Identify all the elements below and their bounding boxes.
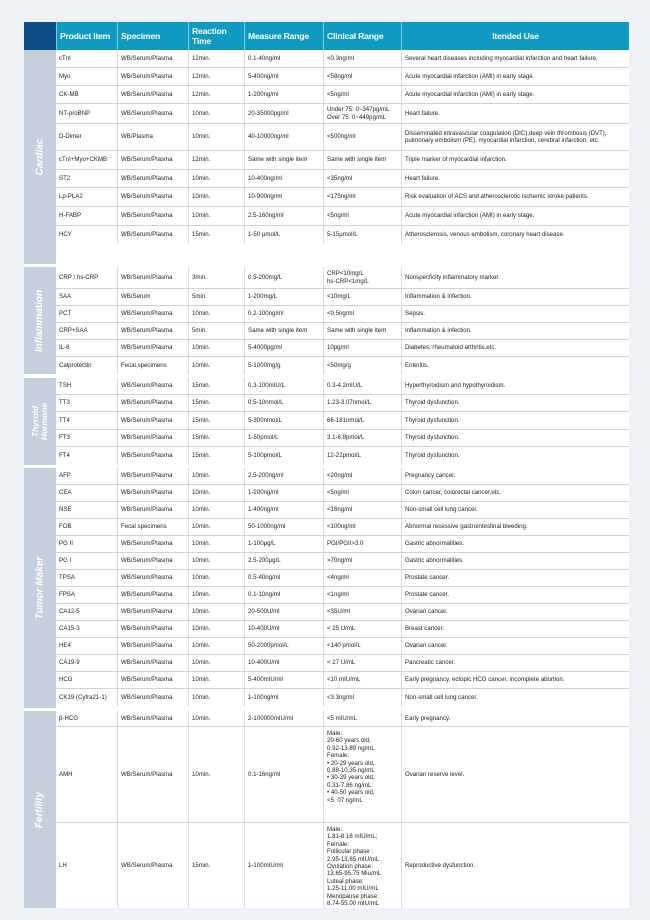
cell-measure-range: 2.5-200μg/L [244, 553, 323, 569]
cell-specimen: WB/Serum/Plasma [117, 638, 188, 654]
cell-intended-use: Acute myocardial infarction (AMI) in early stage. [401, 68, 629, 85]
cell-measure-range: 2-100000mIU/ml [244, 711, 323, 726]
table-row [56, 536, 629, 553]
cell-clinical-range: <5ng/ml [323, 485, 401, 501]
cell-specimen: WB/Serum/Plasma [117, 485, 188, 501]
cell-specimen: WB/Serum/Plasma [117, 536, 188, 552]
cell-product-item: FOB [59, 523, 72, 531]
cell-specimen: WB/Serum/Plasma [117, 604, 188, 620]
table-row [56, 655, 629, 672]
cell-measure-range: 1-100mIU/ml [244, 823, 323, 908]
cell-clinical-range: <5ng/ml [323, 207, 401, 225]
cell-reaction-time: 10min. [188, 727, 244, 822]
cell-intended-use: Early pregnancy, ectopic HCG cancer, incomplete abortion. [401, 672, 629, 688]
cell-intended-use: Pancreatic cancer. [401, 655, 629, 671]
table-row [56, 188, 629, 207]
cell-clinical-range: <4ng/ml [323, 570, 401, 586]
cell-specimen: WB/Serum/Plasma [117, 68, 188, 85]
cell-clinical-range: Same with single item [323, 151, 401, 169]
cell-specimen: WB/Serum/Plasma [117, 50, 188, 67]
cell-measure-range: 5-300nmol/L [244, 412, 323, 429]
cell-product-item: LH [59, 861, 67, 869]
cell-clinical-range: <58ng/ml [323, 68, 401, 85]
cell-measure-range: 50-2000pmol/L [244, 638, 323, 654]
cell-reaction-time: 3min. [188, 267, 244, 288]
cell-measure-range: 1-50pmol/L [244, 430, 323, 446]
table-row [56, 207, 629, 226]
table-row [56, 447, 629, 465]
table-row [56, 604, 629, 621]
group-inflammation [24, 267, 629, 374]
cell-reaction-time: 12min. [188, 151, 244, 169]
table-row [56, 86, 629, 104]
cell-clinical-range: <5ng/ml [323, 86, 401, 103]
category-band-thyroid-hormone [24, 378, 56, 465]
cell-clinical-range: PGI/PGII>3.0 [323, 536, 401, 552]
cell-specimen: WB/Serum/Plasma [117, 430, 188, 446]
cell-product-item: ST2 [59, 174, 71, 182]
cell-intended-use: Triple marker of myocardial infarction. [401, 151, 629, 169]
table-row [56, 570, 629, 587]
cell-reaction-time: 12min. [188, 68, 244, 85]
table-row [56, 823, 629, 908]
cell-reaction-time: 10min. [188, 536, 244, 552]
cell-specimen: WB/Serum/Plasma [117, 689, 188, 707]
cell-product-item: TPSA [59, 574, 75, 582]
cell-clinical-range: <35ng/ml [323, 170, 401, 187]
cell-reaction-time: 12min. [188, 86, 244, 103]
cell-reaction-time: 10min. [188, 604, 244, 620]
cell-clinical-range: <0.3ng/ml [323, 50, 401, 67]
cell-measure-range: 1-200ng/ml [244, 485, 323, 501]
cell-product-item: TT3 [59, 399, 70, 407]
cell-reaction-time: 10min. [188, 553, 244, 569]
cell-specimen: WB/Serum/Plasma [117, 502, 188, 518]
cell-product-item: Myo [59, 72, 71, 80]
table-row [56, 395, 629, 412]
cell-intended-use: Gastric abnormalities. [401, 536, 629, 552]
cell-measure-range: 10-900ng/ml [244, 188, 323, 206]
cell-clinical-range: < 25 U/mL [323, 621, 401, 637]
cell-intended-use: Heart failure. [401, 104, 629, 123]
cell-intended-use: Thyroid dysfunction. [401, 412, 629, 429]
table-row [56, 170, 629, 188]
cell-clinical-range: <100ng/ml [323, 519, 401, 535]
cell-intended-use: Abnormal recessive gastrointestinal bleeding. [401, 519, 629, 535]
cell-specimen: WB/Serum/Plasma [117, 395, 188, 411]
cell-specimen: WB/Serum/Plasma [117, 323, 188, 339]
category-band-tumor-maker [24, 468, 56, 708]
header-specimen: Specimen [117, 22, 188, 50]
table-row [56, 553, 629, 570]
cell-intended-use: Disseminated intravascular coagulation (DIC),deep vein thrombosis (DVT), pulmonary embolism (PE), myocardial infarction, cerebral infarction, etc. [401, 124, 629, 150]
cell-product-item: TT4 [59, 416, 70, 424]
cell-product-item: Lp-PLA2 [59, 193, 83, 201]
table-row [56, 267, 629, 289]
cell-reaction-time: 15min. [188, 412, 244, 429]
cell-measure-range: 5-400ng/ml [244, 68, 323, 85]
cell-measure-range: 1-100μg/L [244, 536, 323, 552]
group-tumor-maker [24, 468, 629, 708]
cell-intended-use: Reproductive dysfunction. [401, 823, 629, 908]
cell-reaction-time: 5min. [188, 323, 244, 339]
cell-measure-range: 1-100ng/ml [244, 689, 323, 707]
cell-specimen: WB/Serum/Plasma [117, 468, 188, 484]
category-label: Cardiac [34, 138, 45, 176]
cell-intended-use: Several heart diseases including myocardial infarction and heart failure. [401, 50, 629, 67]
cell-product-item: CA15-3 [59, 625, 80, 633]
cell-measure-range: 0.1-40ng/ml [244, 50, 323, 67]
category-band-fertility [24, 711, 56, 908]
cell-intended-use: Colon cancer, colorectal cancer,etc. [401, 485, 629, 501]
cell-specimen: WB/Serum/Plasma [117, 711, 188, 726]
table-header [24, 22, 629, 50]
category-label: Thyroid Hormone [30, 402, 49, 441]
cell-product-item: CK19 (Cyfra21-1) [59, 694, 107, 702]
cell-intended-use: Thyroid dysfunction. [401, 395, 629, 411]
cell-measure-range: 2.5-160ng/ml [244, 207, 323, 225]
cell-measure-range: 0.5-200mg/L [244, 267, 323, 288]
cell-clinical-range: 1.23-3.07nmol/L [323, 395, 401, 411]
cell-intended-use: Gastric abnormalities. [401, 553, 629, 569]
cell-intended-use: Pregnancy cancer. [401, 468, 629, 484]
group-cardiac [24, 50, 629, 264]
table-row [56, 289, 629, 306]
cell-specimen: WB/Serum/Plasma [117, 188, 188, 206]
cell-measure-range: 10-400ng/ml [244, 170, 323, 187]
cell-clinical-range: <3.3ng/ml [323, 689, 401, 707]
cell-intended-use: Sepsis. [401, 306, 629, 322]
cell-reaction-time: 10min. [188, 188, 244, 206]
cell-product-item: PCT [59, 310, 72, 318]
cell-specimen: WB/Serum/Plasma [117, 151, 188, 169]
cell-measure-range: 1-400ng/ml [244, 502, 323, 518]
cell-specimen: WB/Serum/Plasma [117, 823, 188, 908]
cell-specimen: WB/Serum/Plasma [117, 672, 188, 688]
category-label: Fertility [34, 791, 45, 828]
header-reaction-time: Reaction Time [188, 22, 244, 50]
cell-product-item: FT3 [59, 434, 70, 442]
category-label: Tumor Maker [34, 556, 45, 620]
cell-intended-use: Ovarian reserve level. [401, 727, 629, 822]
cell-reaction-time: 15min. [188, 226, 244, 244]
table-row [56, 50, 629, 68]
cell-specimen: WB/Serum/Plasma [117, 447, 188, 465]
cell-clinical-range: 12-22pmol/L [323, 447, 401, 465]
cell-intended-use: Hyperthyroidism and hypothyroidism. [401, 378, 629, 394]
table-row [56, 226, 629, 244]
cell-clinical-range: <500ng/ml [323, 124, 401, 150]
cell-reaction-time: 10min. [188, 485, 244, 501]
cell-clinical-range: <1ng/ml [323, 587, 401, 603]
cell-specimen: WB/Serum [117, 289, 188, 305]
table-row [56, 502, 629, 519]
cell-product-item: FT4 [59, 452, 70, 460]
cell-product-item: IL-6 [59, 344, 70, 352]
cell-product-item: CK-MB [59, 90, 79, 98]
cell-clinical-range: <35U/ml [323, 604, 401, 620]
cell-clinical-range: Same with single item [323, 323, 401, 339]
table-row [56, 378, 629, 395]
cell-specimen: WB/Plasma [117, 124, 188, 150]
cell-specimen: WB/Serum/Plasma [117, 412, 188, 429]
cell-clinical-range: >70ng/ml [323, 553, 401, 569]
cell-clinical-range: Male: 20-60 years old, 0.92-13.89 ng/mL Female: • 20-29 years old, 0.88-10.35 ng/mL • 30-39 years old, 0.31-7.86 ng/mL • 40-50 years old, <5. 07 ng/mL [323, 727, 401, 822]
cell-intended-use: Nonspecficity inflammatory marker. [401, 267, 629, 288]
cell-reaction-time: 10min. [188, 468, 244, 484]
cell-reaction-time: 10min. [188, 570, 244, 586]
cell-measure-range: Same with single item [244, 151, 323, 169]
header-intended-use: Itended Use [401, 22, 629, 50]
header-corner [24, 22, 56, 50]
cell-reaction-time: 10min. [188, 621, 244, 637]
cell-measure-range: 5-4000pg/ml [244, 340, 323, 356]
cell-reaction-time: 10min. [188, 689, 244, 707]
cell-intended-use: Inflammation & infection. [401, 289, 629, 305]
cell-reaction-time: 10min. [188, 655, 244, 671]
cell-intended-use: Thyroid dysfunction. [401, 430, 629, 446]
cell-intended-use: Acute myocardial infarction (AMI) in early stage. [401, 86, 629, 103]
header-clinical-range: Clinical Range [323, 22, 401, 50]
cell-measure-range: 0.1-10ng/ml [244, 587, 323, 603]
cell-measure-range: 20-500U/ml [244, 604, 323, 620]
cell-product-item: Calprotectin [59, 361, 92, 369]
header-product-item: Product item [56, 22, 117, 50]
cell-reaction-time: 5min. [188, 289, 244, 305]
product-table [24, 22, 629, 908]
table-row [56, 151, 629, 170]
cell-measure-range: 10-400U/ml [244, 655, 323, 671]
cell-reaction-time: 10min. [188, 306, 244, 322]
cell-product-item: β-HCG [59, 714, 79, 722]
cell-clinical-range: <10mg/L [323, 289, 401, 305]
cell-measure-range: 10-400U/ml [244, 621, 323, 637]
cell-intended-use: Heart failure. [401, 170, 629, 187]
cell-measure-range: 5-100pmol/L [244, 447, 323, 465]
table-row [56, 638, 629, 655]
cell-reaction-time: 15min. [188, 430, 244, 446]
cell-product-item: CRP / hs-CRP [59, 273, 99, 281]
cell-clinical-range: <140 pmol/L [323, 638, 401, 654]
cell-measure-range: 1-200mg/L [244, 289, 323, 305]
cell-measure-range: 20-35000pg/ml [244, 104, 323, 123]
cell-specimen: WB/Serum/Plasma [117, 86, 188, 103]
cell-reaction-time: 10min. [188, 124, 244, 150]
cell-clinical-range: <16ng/ml [323, 502, 401, 518]
cell-product-item: FPSA [59, 591, 75, 599]
table-row [56, 104, 629, 124]
cell-measure-range: 5-400mIU/ml [244, 672, 323, 688]
table-row [56, 587, 629, 604]
cell-product-item: CRP+SAA [59, 327, 88, 335]
cell-specimen: WB/Serum/Plasma [117, 104, 188, 123]
table-row [56, 306, 629, 323]
cell-measure-range: 2.5-200ng/ml [244, 468, 323, 484]
cell-specimen: WB/Serum/Plasma [117, 553, 188, 569]
table-row [56, 124, 629, 151]
cell-clinical-range: 3.1-6.8pmol/L [323, 430, 401, 446]
cell-clinical-range: 10pg/ml [323, 340, 401, 356]
cell-reaction-time: 10min. [188, 711, 244, 726]
table-row [56, 68, 629, 86]
cell-clinical-range: 66-181nmol/L [323, 412, 401, 429]
cell-intended-use: Diabetes, rheumatoid arthritis,etc. [401, 340, 629, 356]
cell-clinical-range: 5-15μmol/L [323, 226, 401, 244]
table-row [56, 621, 629, 638]
cell-product-item: D-Dimer [59, 133, 82, 141]
cell-product-item: CA19-9 [59, 659, 80, 667]
cell-specimen: WB/Serum/Plasma [117, 340, 188, 356]
cell-product-item: PG I [59, 557, 72, 565]
cell-specimen: WB/Serum/Plasma [117, 207, 188, 225]
cell-product-item: PG II [59, 540, 73, 548]
cell-intended-use: Prostate cancer. [401, 587, 629, 603]
cell-measure-range: Same with single item [244, 323, 323, 339]
category-band-cardiac [24, 50, 56, 264]
table-row [56, 430, 629, 447]
cell-specimen: Fecal specimens [117, 357, 188, 374]
cell-measure-range: 50-1000ng/ml [244, 519, 323, 535]
cell-reaction-time: 15min. [188, 395, 244, 411]
cell-product-item: NT-proBNP [59, 109, 91, 117]
cell-product-item: NSE [59, 506, 72, 514]
cell-intended-use: Acute myocardial infarction (AMI) in early stage. [401, 207, 629, 225]
table-row [56, 711, 629, 727]
cell-clinical-range: Male: 1.81-8.16 mIU/mL; Female: Follicular phase : 2.95-13.65 mIU/mL Ovulation phase: 13.65-95.75 Miu/mL Luteal phase: 1.25-11.00 mIU/mL Menopause phase: 8.74-55.00 mIU/mL [323, 823, 401, 908]
table-row [56, 672, 629, 689]
cell-specimen: WB/Serum/Plasma [117, 267, 188, 288]
cell-measure-range: 0.3-100mIU/L [244, 378, 323, 394]
cell-clinical-range: <0.5ng/ml [323, 306, 401, 322]
cell-product-item: HCY [59, 231, 72, 239]
cell-reaction-time: 10min. [188, 357, 244, 374]
cell-product-item: SAA [59, 293, 72, 301]
table-row [56, 468, 629, 485]
cell-specimen: WB/Serum/Plasma [117, 570, 188, 586]
table-row [56, 727, 629, 823]
cell-reaction-time: 10min. [188, 672, 244, 688]
header-measure-range: Measure Range [244, 22, 323, 50]
cell-intended-use: Prostate cancer. [401, 570, 629, 586]
cell-intended-use: Inflammation & infection. [401, 323, 629, 339]
cell-intended-use: Ovarian cancer. [401, 604, 629, 620]
cell-specimen: WB/Serum/Plasma [117, 226, 188, 244]
cell-reaction-time: 10min. [188, 104, 244, 123]
cell-reaction-time: 15min. [188, 378, 244, 394]
cell-clinical-range: CRP<10mg/L hs-CRP<1mg/L [323, 267, 401, 288]
cell-measure-range: 0.5-10nmol/L [244, 395, 323, 411]
cell-reaction-time: 10min. [188, 502, 244, 518]
cell-intended-use: Breast cancer. [401, 621, 629, 637]
table-row [56, 357, 629, 374]
cell-measure-range: 5-1000mg/g [244, 357, 323, 374]
category-label: Inflammation [34, 289, 46, 352]
cell-product-item: CA12-5 [59, 608, 80, 616]
cell-specimen: WB/Serum/Plasma [117, 170, 188, 187]
cell-specimen: WB/Serum/Plasma [117, 655, 188, 671]
table-row [56, 689, 629, 707]
cell-product-item: cTnI+Myo+CKMB [59, 156, 108, 164]
cell-measure-range: 0.1-16ng/ml [244, 727, 323, 822]
cell-measure-range: 1-200ng/ml [244, 86, 323, 103]
cell-clinical-range: 0.3-4.2mIU/L [323, 378, 401, 394]
cell-clinical-range: <5 mIU/mL [323, 711, 401, 726]
cell-intended-use: Risk evaluation of ACS and atherosclerotic ischemic stroke patients. [401, 188, 629, 206]
cell-reaction-time: 10min. [188, 340, 244, 356]
table-row [56, 340, 629, 357]
cell-reaction-time: 10min. [188, 587, 244, 603]
cell-clinical-range: <175ng/ml [323, 188, 401, 206]
cell-specimen: WB/Serum/Plasma [117, 621, 188, 637]
group-thyroid-hormone [24, 378, 629, 465]
cell-product-item: cTnI [59, 54, 71, 62]
cell-clinical-range: <20ng/ml [323, 468, 401, 484]
cell-specimen: WB/Serum/Plasma [117, 378, 188, 394]
cell-measure-range: 40-10000ng/ml [244, 124, 323, 150]
cell-reaction-time: 10min. [188, 638, 244, 654]
cell-product-item: AFP [59, 472, 71, 480]
cell-intended-use: Early pregnancy. [401, 711, 629, 726]
cell-specimen: WB/Serum/Plasma [117, 306, 188, 322]
cell-measure-range: 0.5-40ng/ml [244, 570, 323, 586]
table-row [56, 519, 629, 536]
cell-reaction-time: 15min. [188, 447, 244, 465]
cell-reaction-time: 10min. [188, 207, 244, 225]
cell-specimen: WB/Serum/Plasma [117, 727, 188, 822]
group-fertility [24, 711, 629, 908]
cell-clinical-range: <50mg/g [323, 357, 401, 374]
cell-product-item: HCG [59, 676, 73, 684]
cell-clinical-range: <10 mIU/mL [323, 672, 401, 688]
cell-clinical-range: Under 75: 0~347pg/mL Over 75: 0~449pg/mL [323, 104, 401, 123]
cell-reaction-time: 10min. [188, 519, 244, 535]
cell-reaction-time: 12min. [188, 50, 244, 67]
cell-specimen: Fecal specimens [117, 519, 188, 535]
cell-measure-range: 0.2-100ng/ml [244, 306, 323, 322]
category-band-inflammation [24, 267, 56, 374]
cell-product-item: HE4 [59, 642, 71, 650]
cell-intended-use: Enteritis. [401, 357, 629, 374]
cell-reaction-time: 15min. [188, 823, 244, 908]
cell-intended-use: Thyroid dysfunction. [401, 447, 629, 465]
table-row [56, 485, 629, 502]
cell-specimen: WB/Serum/Plasma [117, 587, 188, 603]
cell-product-item: AMH [59, 770, 73, 778]
table-row [56, 323, 629, 340]
cell-product-item: H-FABP [59, 212, 82, 220]
cell-intended-use: Ovarian cancer. [401, 638, 629, 654]
cell-intended-use: Non-small cell lung cancer. [401, 689, 629, 707]
cell-product-item: TSH [59, 382, 72, 390]
cell-measure-range: 1-50 μmol/L [244, 226, 323, 244]
cell-clinical-range: < 27 U/mL [323, 655, 401, 671]
cell-reaction-time: 10min. [188, 170, 244, 187]
cell-intended-use: Atherosclerosis, venous embolism, coronary heart disease. [401, 226, 629, 244]
cell-product-item: CEA [59, 489, 72, 497]
cell-intended-use: Non-small cell lung cancer. [401, 502, 629, 518]
table-row [56, 412, 629, 430]
